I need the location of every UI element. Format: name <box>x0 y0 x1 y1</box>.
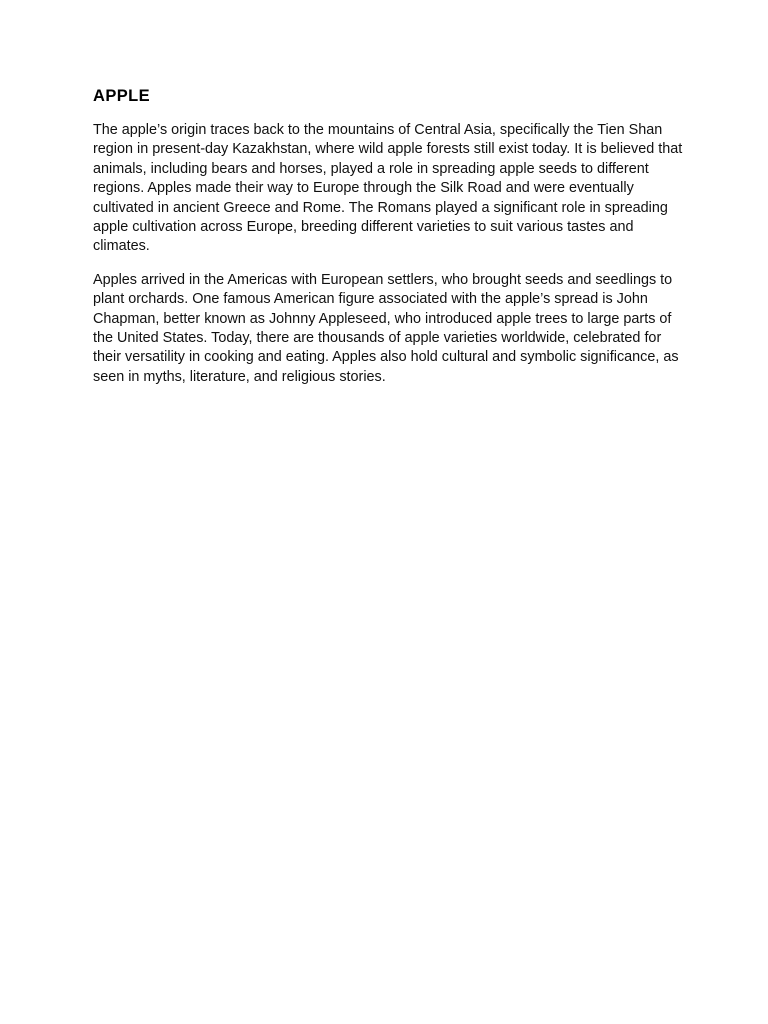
document-title: APPLE <box>93 87 151 105</box>
document-body <box>93 86 683 401</box>
paragraph-origin: The apple’s origin traces back to the mountains of Central Asia, specifically the Tien Shan region in present-day Kazakhstan, where wild apple forests still exist today. It is believed that animals, including bears and horses, played a role in spreading apple seeds to different regions. Apples made their way to Europe through the Silk Road and were eventually cultivated in ancient Greece and Rome. The Romans played a significant role in spreading apple cultivation across Europe, breeding different varieties to suit various tastes and climates. <box>93 122 683 255</box>
paragraph-americas: Apples arrived in the Americas with European settlers, who brought seeds and seedlings to plant orchards. One famous American figure associated with the apple’s spread is John Chapman, better known as Johnny Appleseed, who introduced apple trees to large parts of the United States. Today, there are thousands of apple varieties worldwide, celebrated for their versatility in cooking and eating. Apples also hold cultural and symbolic significance, as seen in myths, literature, and religious stories. <box>93 271 679 385</box>
